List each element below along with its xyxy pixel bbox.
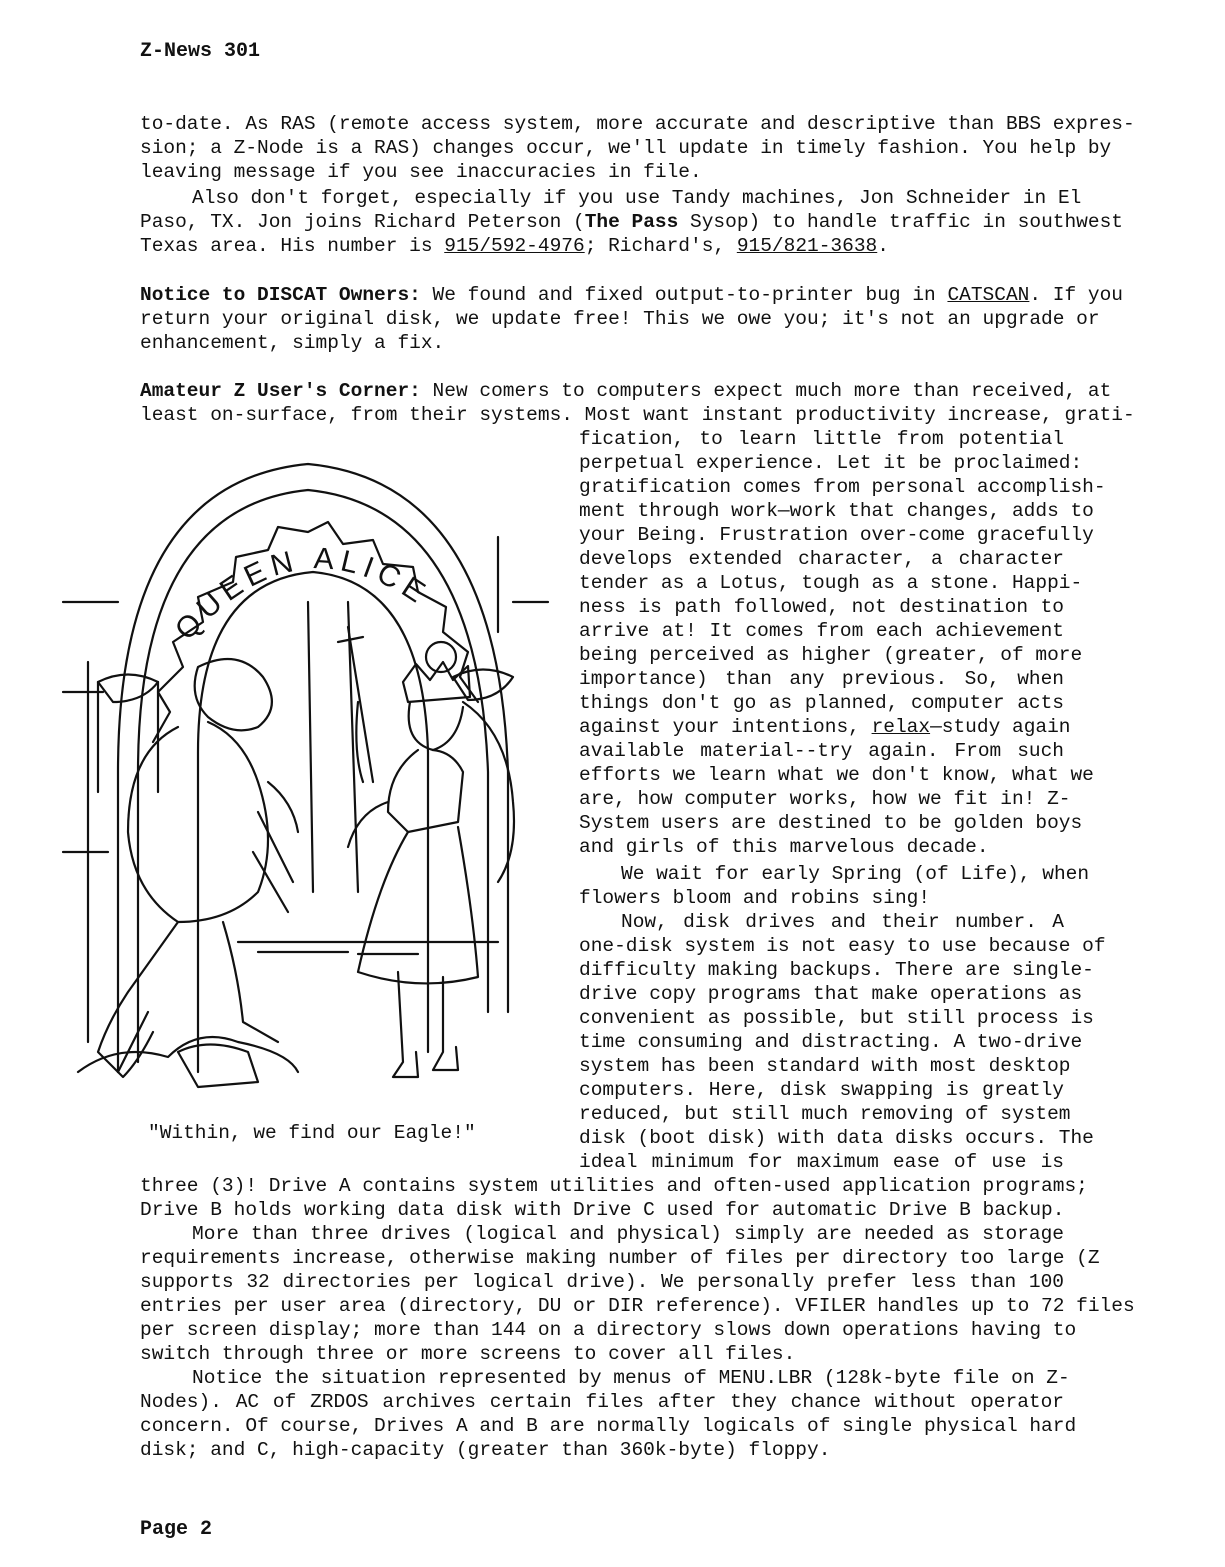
text-line: leaving message if you see inaccuracies in file. — [140, 161, 702, 183]
text-line: least on-surface, from their systems. Most want instant productivity increase, grati- — [140, 404, 1135, 426]
text-line: ideal minimum for maximum ease of use is — [579, 1151, 1064, 1173]
text-line: are, how computer works, how we fit in! Z- — [579, 788, 1071, 810]
crown — [403, 662, 470, 702]
text-line: Texas area. His number is 915/592-4976; Richard's, 915/821-3638. — [140, 235, 889, 257]
text-line: Notice to DISCAT Owners: We found and fixed output-to-printer bug in CATSCAN. If you — [140, 284, 1123, 306]
text-line: fication, to learn little from potential — [579, 428, 1064, 450]
text-line: Notice the situation represented by menus of MENU.LBR (128k-byte file on Z- — [192, 1367, 1070, 1389]
page-header: Z-News 301 — [140, 40, 261, 63]
page-footer: Page 2 — [140, 1518, 213, 1541]
text-line: flowers bloom and robins sing! — [579, 887, 931, 909]
text-line: disk (boot disk) with data disks occurs. The — [579, 1127, 1094, 1149]
text-line: per screen display; more than 144 on a directory slows down operations having to — [140, 1319, 1077, 1341]
arch-outline — [118, 464, 508, 1072]
emphasis-word: relax — [871, 716, 931, 738]
text-line: Nodes). AC of ZRDOS archives certain files after they chance without operator — [140, 1391, 1064, 1413]
text-line: gratification comes from personal accomplish- — [579, 476, 1106, 498]
text-line: Amateur Z User's Corner: New comers to computers expect much more than received, at — [140, 380, 1112, 402]
text-line: reduced, but still much removing of system — [579, 1103, 1071, 1125]
text-line: available material--try again. From such — [579, 740, 1064, 762]
text-line: switch through three or more screens to cover all files. — [140, 1343, 796, 1365]
text-line: supports 32 directories per logical drive). We personally prefer less than 100 — [140, 1271, 1064, 1293]
section-heading: Amateur Z User's Corner: — [140, 380, 421, 402]
text-line: sion; a Z-Node is a RAS) changes occur, we'll update in timely fashion. You help by — [140, 137, 1112, 159]
text-line: drive copy programs that make operations as — [579, 983, 1083, 1005]
svg-text:QUEEN ALICE — [169, 542, 436, 646]
text-line: being perceived as higher (greater, of more — [579, 644, 1083, 666]
bbs-name: The Pass — [584, 211, 679, 233]
text-line: three (3)! Drive A contains system utilities and often-used application programs; — [140, 1175, 1088, 1197]
text-line: Drive B holds working data disk with Drive C used for automatic Drive B backup. — [140, 1199, 1065, 1221]
text-line: disk; and C, high-capacity (greater than 360k-byte) floppy. — [140, 1439, 831, 1461]
text-line: difficulty making backups. There are single- — [579, 959, 1094, 981]
text-line: convenient as possible, but still process is — [579, 1007, 1094, 1029]
program-name: CATSCAN — [947, 284, 1030, 306]
text-line: and girls of this marvelous decade. — [579, 836, 989, 858]
text-line: requirements increase, otherwise making number of files per directory too large (Z — [140, 1247, 1100, 1269]
text-line: efforts we learn what we don't know, what we — [579, 764, 1094, 786]
text-line: System users are destined to be golden boys — [579, 812, 1083, 834]
text-line: Paso, TX. Jon joins Richard Peterson (The Pass Sysop) to handle traffic in southwest — [140, 211, 1123, 233]
text-line: perpetual experience. Let it be proclaimed: — [579, 452, 1083, 474]
text-line: one-disk system is not easy to use because of — [579, 935, 1106, 957]
text-line: importance) than any previous. So, when — [579, 668, 1064, 690]
text-line: system has been standard with most desktop — [579, 1055, 1071, 1077]
text-line: ness is path followed, not destination to — [579, 596, 1064, 618]
text-line: time consuming and distracting. A two-drive — [579, 1031, 1083, 1053]
section-heading: Notice to DISCAT Owners: — [140, 284, 421, 306]
queen-alice-illustration — [58, 452, 558, 1102]
illustration-caption: "Within, we find our Eagle!" — [148, 1122, 476, 1144]
text-line: things don't go as planned, computer acts — [579, 692, 1064, 714]
text-line: concern. Of course, Drives A and B are normally logicals of single physical hard — [140, 1415, 1077, 1437]
text-line: against your intentions, relax—study again — [579, 716, 1071, 738]
text-line: to-date. As RAS (remote access system, more accurate and descriptive than BBS expres- — [140, 113, 1135, 135]
text-line: develops extended character, a character — [579, 548, 1064, 570]
text-line: entries per user area (directory, DU or DIR reference). VFILER handles up to 72 files — [140, 1295, 1135, 1317]
text-line: Now, disk drives and their number. A — [621, 911, 1064, 933]
phone-number-jon: 915/592-4976 — [444, 235, 585, 257]
text-line: More than three drives (logical and physical) simply are needed as storage — [192, 1223, 1064, 1245]
text-line: We wait for early Spring (of Life), when — [621, 863, 1090, 885]
arch-lettering: QUEEN ALICE — [168, 542, 436, 647]
text-line: tender as a Lotus, tough as a stone. Happi- — [579, 572, 1083, 594]
phone-number-richard: 915/821-3638 — [736, 235, 878, 257]
text-line: computers. Here, disk swapping is greatly — [579, 1079, 1064, 1101]
text-line: arrive at! It comes from each achievement — [579, 620, 1064, 642]
text-line: return your original disk, we update free! This we owe you; it's not an upgrade or — [140, 308, 1100, 330]
text-line: enhancement, simply a fix. — [140, 332, 445, 354]
text-line: Also don't forget, especially if you use Tandy machines, Jon Schneider in El — [192, 187, 1082, 209]
text-line: your Being. Frustration over-come gracefully — [579, 524, 1094, 546]
text-line: ment through work—work that changes, adds to — [579, 500, 1094, 522]
